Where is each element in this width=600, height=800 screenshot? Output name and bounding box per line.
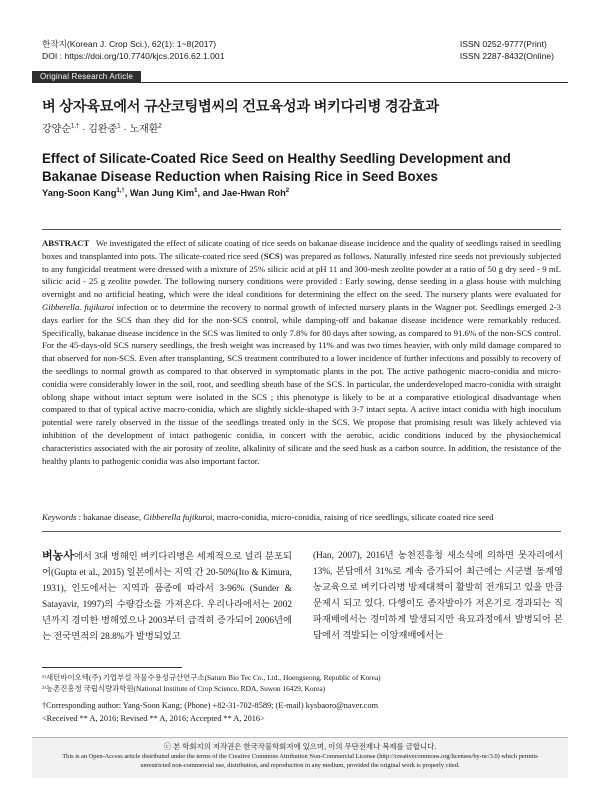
author-separator: ·	[120, 124, 130, 135]
issn-block	[460, 38, 554, 62]
author-separator: ,	[124, 188, 130, 198]
abstract	[42, 237, 561, 467]
affiliation-footnote-2: ²⁾농촌진흥청 국립식량과학원(National Institute of Crop Science, RDA, Suwon 16429, Korea)	[42, 684, 326, 693]
author-affiliation-mark: 2	[158, 123, 162, 130]
author-name: Yang-Soon Kang	[42, 188, 117, 198]
abstract-abbreviation: SCS	[263, 250, 280, 261]
author-affiliation-mark: 1	[117, 123, 121, 130]
english-authors	[42, 188, 289, 198]
author-separator: , and	[197, 188, 222, 198]
body-column-right	[313, 548, 563, 644]
copyright-notice: ⓒ 본 학회지의 저작권은 한국작물학회지에 있으며, 이의 무단전재나 복제를 금합니다.	[163, 742, 437, 751]
korean-authors	[42, 120, 162, 135]
author-name: 김완중	[88, 124, 118, 135]
doi-link[interactable]: DOI : https://doi.org/10.7740/kjcs.2016.62.1.001	[42, 51, 225, 61]
author-name: Wan Jung Kim	[129, 188, 195, 198]
author-name: 노재환	[129, 124, 159, 135]
keywords-text: , macro-conidia, micro-conidia, raising of rice seedlings, silicate coated rice seed	[212, 512, 494, 522]
corresponding-author: †Corresponding author: Yang-Soon Kang; (Phone) +82-31-702-8589; (E-mail) kysbaoro@naver.com	[42, 701, 379, 710]
pathogen-name: Gibberella fujikuroi	[143, 512, 213, 522]
author-name: 강양순	[42, 124, 71, 135]
article-type-label: Original Research Article	[32, 71, 141, 83]
abstract-text: ) was prepared as follows. Naturally infested rice seeds not previously subjected to any fungicidal treatment were dressed with a mixture of 25% silicic acid at pH 11 and 300-mesh zeolite powder at a ratio of 50 g dry seed - 9 mL silicic acid - 25 g zeolite powder. The following nursery conditions were provided : Early sowing, dense seeding in a glass house with mulching overnight and no artificial heating, which were the ideal conditions for determining the effect on the seed. The nursery plants were evaluated for	[42, 250, 561, 300]
open-access-notice: This is an Open-Access article distributed under the terms of the Creative Commons Attribution Non-Commercial License (http://creativecommons.org/licenses/by-nc/3.0) which permits unrestricted non-commercial use, distribution, and reproduction in any medium, provided the original work is properly cited.	[62, 753, 538, 769]
issn-print: ISSN 0252-9777(Print)	[459, 39, 547, 49]
affiliation-footnote-1: ¹⁾새턴바이오텍(주) 기업부설 작물수용성규산연구소(Saturn Bio Tec Co., Ltd., Hoengseong, Republic of Korea)	[42, 673, 381, 682]
footnote-rule	[42, 667, 182, 668]
abstract-text: infection or to determine the recovery to normal growth of infected nursery plants in the Wagner pot. Seedlings emerged 2-3 days earlier for the SCS than they did for the non-SCS control, while damping-off and bakanae disease incidence were remarkably reduced. Specifically, bakanae disease incidence in the SCS was limited to only 7.8% for 80 days after sowing, as compared to 91.6% of the non-SCS control. For the 45-days-old SCS nursery seedlings, the fresh weight was increased by 11% and was two times heavier, with only mild damage compared to that observed for non-SCS. Even after transplanting, SCS treatment contributed to a lower incidence of further infections and possibly to recovery of the seedlings to normal growth as compared to that observed in symptomatic plants in the pot. The active pathogenic macro-conidia and micro-conidia were considerably lower in the soil, root, and seedling sheath base of the SCS. In particular, the underdeveloped macro-conidia with straight oblong shape without intact septum were isolated in the SCS ; this phenotype is likely to be at a comparative etiological disadvantage when compared to that of typical active macro-conidia, which are slightly sickle-shaped with 3-7 intact septa. A active intact conidia with high inoculum potential were rarely observed in the tissue of the seedlings treated only in the SCS. We propose that promising result was likely achieved via inhibition of the development of intact pathogenic conidia, in concert with the aerobic, acidic conditions induced by the physiochemical characteristics associated with the air porosity of zeolite, alkalinity of silicate and the seed husk as a carbon source. In addition, the resistance of the healthy plants to pathogenic conidia was also important factor.	[42, 301, 561, 466]
author-affiliation-mark: 1,†	[70, 123, 80, 130]
body-text: (Han, 2007), 2016년 농천진흥청 새소식에 의하면 못자리에서 13%, 본답에서 31%로 계속 증가되어 최근에는 시군별 동계영농교육으로 벼키다리병 방제대책이 활발히 전개되고 있을 만큼 문제시 되고 있다. 다행이도 종자발아가 저온기로 경과되는 직파재배에서는 경미하게 발생되지만 육묘과정에서 발병되어 본답에서 격발되는 이앙재배에서는	[313, 551, 563, 641]
lead-word: 벼농사	[42, 550, 74, 562]
abstract-bottom-rule	[42, 531, 561, 532]
pathogen-name: Gibberella. fujikuroi	[42, 301, 114, 312]
license-box	[32, 737, 568, 778]
citation: 한작지(Korean J. Crop Sci.), 62(1): 1~8(2017)	[42, 39, 217, 49]
issn-online: ISSN 2287-8432(Online)	[459, 51, 554, 61]
abstract-text: We investigated the effect of silicate coating of rice seeds on bakanae disease incidence and the quality of seedlings raised in seedling boxes and transplanted into pots. The silicate-coated rice seed (	[42, 238, 561, 261]
received-dates: <Received ** A, 2016; Revised ** A, 2016; Accepted ** A, 2016>	[42, 714, 265, 723]
body-text: 에서 3대 병해인 벼키다리병은 세계적으로 널리 분포되어(Gupta et al., 2015) 일본에서는 지역 간 20-50%(Ito & Kimura, 1931), 인도에서는 지역과 품종에 따라서 3-96% (Sunder & Satayavir, 1997)의 수량감소를 가져온다. 우리나라에서는 2002년까지 경미한 병해였으나 2003부터 급격히 증가되어 2006년에는 전국면적의 28.8%가 발병되었고	[42, 552, 292, 642]
author-name: Jae-Hwan Roh	[221, 188, 286, 198]
abstract-top-rule	[42, 229, 561, 230]
english-title: Effect of Silicate-Coated Rice Seed on Healthy Seedling Development and Bakanae Disease Reduction when Raising Rice in Seed Boxes	[42, 151, 511, 184]
abstract-heading: ABSTRACT	[42, 238, 90, 248]
keywords	[42, 511, 561, 523]
author-separator: ·	[79, 124, 89, 135]
author-affiliation-mark: 1,†	[116, 187, 125, 194]
keywords-label: Keywords	[42, 512, 77, 522]
journal-header	[42, 38, 225, 62]
body-column-left	[42, 548, 292, 645]
article-type-rule	[32, 82, 568, 83]
article-type-bar	[32, 71, 568, 83]
korean-title: 벼 상자육묘에서 규산코팅볍씨의 건묘육성과 벼키다리병 경감효과	[42, 99, 439, 115]
author-affiliation-mark: 1	[194, 187, 198, 194]
author-affiliation-mark: 2	[285, 187, 290, 194]
keywords-text: : bakanae disease,	[76, 512, 144, 522]
